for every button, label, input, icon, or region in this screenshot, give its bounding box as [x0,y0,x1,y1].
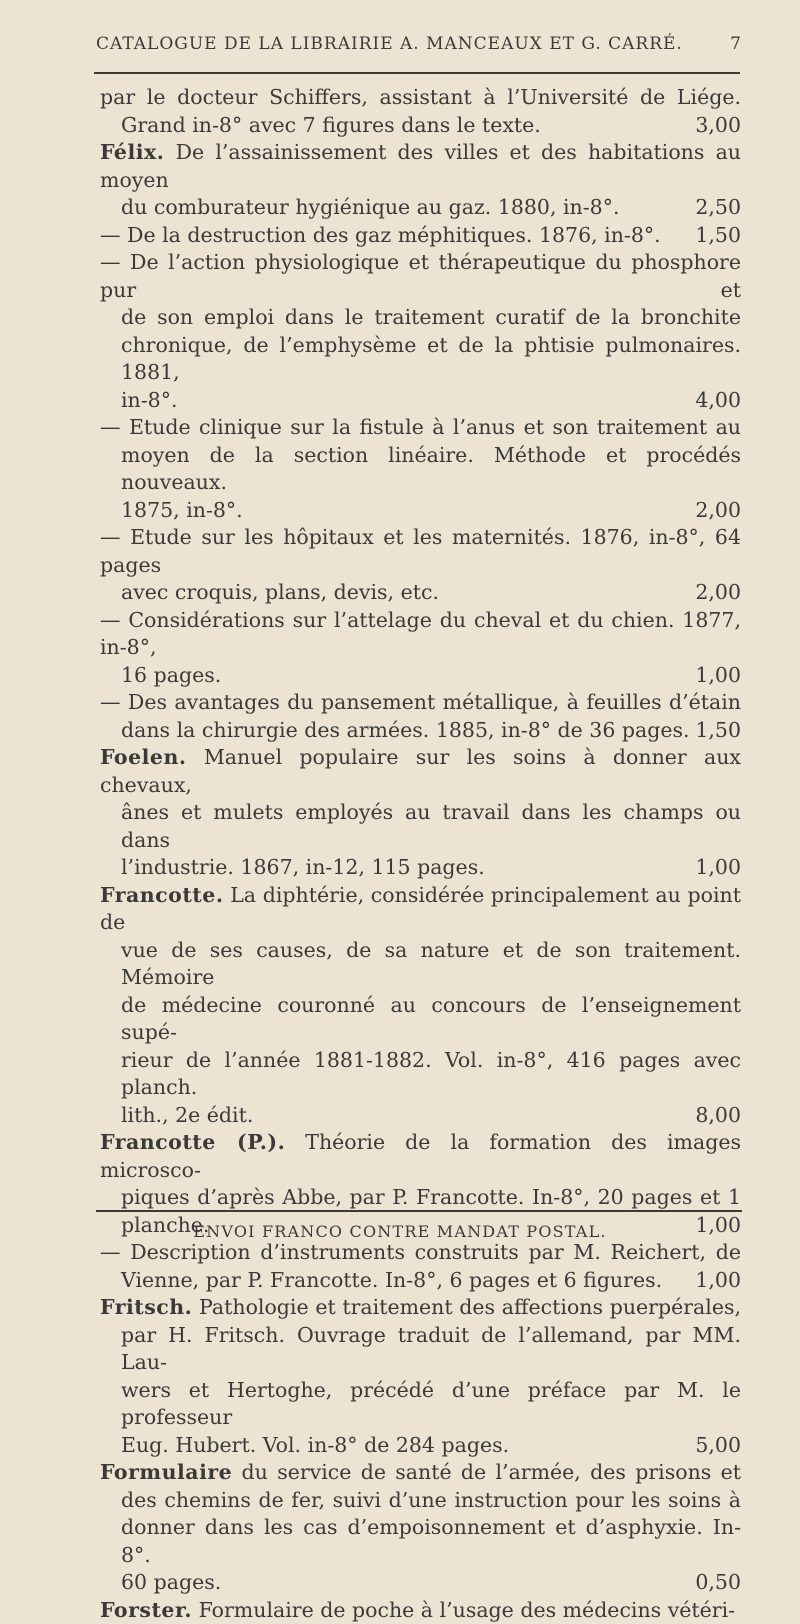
entry-text: des chemins de fer, suivi d’une instruction pour les soins à [121,1488,741,1512]
entry-line [100,194,741,222]
entry-text: piques d’après Abbe, par P. Francotte. In-8°, 20 pages et 1 [121,1185,741,1209]
entry-line [100,882,741,937]
entry-text: Grand in-8° avec 7 figures dans le texte. [121,112,541,140]
entry-text: vue de ses causes, de sa nature et de son traitement. Mémoire [121,938,741,990]
entry-line [100,937,741,992]
entry-text: Manuel populaire sur les soins à donner aux chevaux, [100,745,741,797]
entry-text: du service de santé de l’armée, des prisons et [242,1460,741,1484]
author-name: Francotte (P.). [100,1130,285,1154]
entry-line [100,1597,741,1624]
entry-line [100,524,741,579]
entry-line [100,112,741,140]
entry-line [100,992,741,1047]
price: 1,00 [695,854,741,882]
entry-text: par le docteur Schiffers, assistant à l’Université de Liége. [100,85,741,109]
entry-line [100,387,741,415]
entry-text: Eug. Hubert. Vol. in-8° de 284 pages. [121,1432,509,1460]
entry-line [100,1322,741,1377]
entry-line [100,442,741,497]
catalogue-entry [100,139,741,222]
entry-line [100,689,741,717]
catalogue-entry [100,1597,741,1624]
entry-line [100,139,741,194]
price: 5,00 [695,1432,741,1460]
catalogue-entry [100,414,741,524]
entry-text: de médecine couronné au concours de l’enseignement supé- [121,993,741,1045]
entry-text: donner dans les cas d’empoisonnement et d’asphyxie. In-8°. [121,1515,741,1567]
entry-line [100,1129,741,1184]
entry-text: 60 pages. [121,1569,221,1597]
entry-line [100,304,741,332]
entry-line [100,1377,741,1432]
entry-line [100,1432,741,1460]
author-name: Foelen. [100,745,187,769]
entry-text: La diphtérie, considérée principalement au point de [100,883,741,935]
entry-text: — Etude sur les hôpitaux et les maternités. 1876, in-8°, 64 pages [100,525,741,577]
entry-line [100,662,741,690]
catalogue-entry [100,607,741,690]
catalogue-entry [100,1239,741,1294]
entry-text: du comburateur hygiénique au gaz. 1880, in-8°. [121,194,620,222]
entry-text: moyen de la section linéaire. Méthode et procédés nouveaux. [121,443,741,495]
price: 2,00 [695,579,741,607]
entry-text: ânes et mulets employés au travail dans les champs ou dans [121,800,741,852]
entry-line [100,1239,741,1267]
entry-line [100,744,741,799]
author-name: Forster. [100,1598,192,1622]
catalogue-entry [100,222,741,250]
entry-text: Vienne, par P. Francotte. In-8°, 6 pages et 6 figures. [121,1267,662,1295]
author-name: Francotte. [100,883,223,907]
entry-text: lith., 2e édit. [121,1102,253,1130]
entry-line [100,1514,741,1569]
entry-line [100,222,741,250]
entry-line [100,579,741,607]
entry-text: chronique, de l’emphysème et de la phtisie pulmonaires. 1881, [121,333,741,385]
author-name: Félix. [100,140,164,164]
entry-text: 1875, in-8°. [121,497,243,525]
catalogue-entry [100,744,741,882]
entry-text: — Considérations sur l’attelage du cheval et du chien. 1877, in-8°, [100,608,741,660]
entry-text: avec croquis, plans, devis, etc. [121,579,439,607]
footer-rule [96,1210,742,1212]
price: 4,00 [695,387,741,415]
entry-text: — Etude clinique sur la fistule à l’anus et son traitement au [100,415,741,439]
price: 1,50 [695,222,741,250]
entry-line [100,607,741,662]
price: 2,50 [695,194,741,222]
entry-text: Théorie de la formation des images microsco- [100,1130,741,1182]
catalogue-entry [100,1459,741,1597]
entry-text: Pathologie et traitement des affections puerpérales, [199,1295,741,1319]
entry-text: — De la destruction des gaz méphitiques. 1876, in-8°. [100,222,661,250]
entry-text: dans la chirurgie des armées. 1885, in-8° de 36 pages. [121,717,690,745]
entry-text: De l’assainissement des villes et des habitations au moyen [100,140,741,192]
running-header [96,34,742,54]
entry-line [100,332,741,387]
entry-text: — Description d’instruments construits par M. Reichert, de [100,1240,741,1264]
entry-line [100,1569,741,1597]
entry-line [100,497,741,525]
entry-text: l’industrie. 1867, in-12, 115 pages. [121,854,485,882]
entry-line [100,1487,741,1515]
entry-line [100,84,741,112]
entry-line [100,854,741,882]
footer-note: ENVOI FRANCO CONTRE MANDAT POSTAL. [0,1222,800,1241]
entry-text: in-8°. [121,387,178,415]
entry-text: — De l’action physiologique et thérapeutique du phosphore pur et [100,250,741,302]
entry-line [100,1047,741,1102]
entry-line [100,1459,741,1487]
price: 1,00 [695,1212,741,1240]
entry-line [100,249,741,304]
catalogue-entry [100,689,741,744]
entry-text: par H. Fritsch. Ouvrage traduit de l’allemand, par MM. Lau- [121,1323,741,1375]
entry-line [100,1267,741,1295]
entry-text: 16 pages. [121,662,221,690]
entry-text: — Des avantages du pansement métallique, à feuilles d’étain [100,690,741,714]
entry-line [100,414,741,442]
catalogue-entry [100,524,741,607]
catalogue-entry [100,1294,741,1459]
entry-line [100,1102,741,1130]
price: 1,00 [695,1267,741,1295]
page-number: 7 [730,34,742,54]
entry-text: planche. [121,1212,209,1240]
author-name: Formulaire [100,1460,232,1484]
entry-line [100,1294,741,1322]
catalogue-entry [100,249,741,414]
entry-text: de son emploi dans le traitement curatif de la bronchite [121,305,741,329]
price: 3,00 [695,112,741,140]
entry-text: rieur de l’année 1881-1882. Vol. in-8°, 416 pages avec planch. [121,1048,741,1100]
price: 0,50 [695,1569,741,1597]
price: 1,50 [695,717,741,745]
price: 1,00 [695,662,741,690]
catalogue-body [100,84,741,1624]
price: 2,00 [695,497,741,525]
entry-text: wers et Hertoghe, précédé d’une préface par M. le professeur [121,1378,741,1430]
catalogue-entry [100,882,741,1130]
entry-line [100,1184,741,1212]
author-name: Fritsch. [100,1295,192,1319]
header-title: CATALOGUE DE LA LIBRAIRIE A. MANCEAUX ET G. CARRÉ. [96,34,683,54]
entry-line [100,717,741,745]
price: 8,00 [695,1102,741,1130]
entry-line [100,799,741,854]
header-rule [94,72,740,74]
catalogue-entry [100,84,741,139]
entry-text: Formulaire de poche à l’usage des médecins vétéri- [199,1598,736,1622]
